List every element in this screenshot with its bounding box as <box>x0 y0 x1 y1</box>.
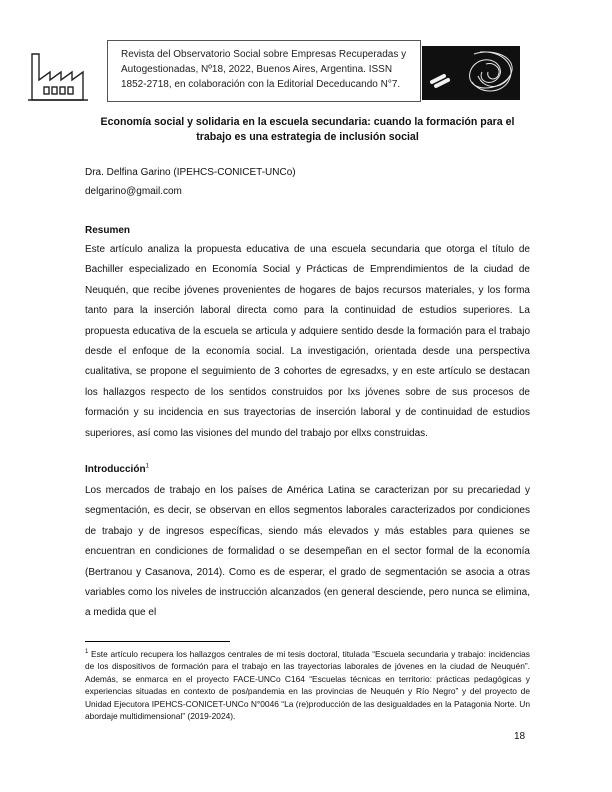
footnote-marker: 1 <box>85 649 89 656</box>
page-number: 18 <box>514 731 526 742</box>
abstract-body: Este artículo analiza la propuesta educativa de una escuela secundaria que otorga el título de Bachiller especializado en Economía Social y Prácticas de Emprendimientos de la ciudad de Neuquén, que recibe jóvenes provenientes de hogares de bajos recursos materiales, y los forma tanto para la inserción laboral directa como para la continuidad de estudios superiores. La propuesta educativa de la escuela se articula y adquiere sentido desde la formación para el trabajo desde el enfoque de la economía social. La investigación, orientada desde una perspectiva cualitativa, se propone el seguimiento de 3 cohortes de egresadxs, y en este artículo se destacan los hallazgos respecto de los sentidos construidos por lxs jóvenes sobre de sus procesos de formación y su incidencia en sus trayectorias de inserción laboral y de continuidad de estudios superiores, así como las visiones del mundo del trabajo por ellxs construidas. <box>85 244 530 439</box>
author-email: delgarino@gmail.com <box>85 186 182 197</box>
introduction-heading <box>85 463 149 477</box>
footnote <box>85 648 530 722</box>
footnote-divider <box>85 641 230 642</box>
footnote-reference: 1 <box>145 463 149 470</box>
factory-logo-icon <box>26 50 92 102</box>
editorial-logo-icon <box>422 46 520 100</box>
footnote-text: Este artículo recupera los hallazgos centrales de mi tesis doctoral, titulada “Escuela secundaria y trabajo: incidencias de los dispositivos de formación para el trabajo en las trayectorias laborales de jóvenes en la ciudad de Neuquén”. Además, se enmarca en el proyecto FACE-UNCo C164 “Escuelas técnicas en territorio: prácticas pedagógicas y experiencias situadas en contexto de pos/pandemia en las provincias de Neuquén y Río Negro” y del proyecto de Unidad Ejecutora IPEHCS-CONICET-UNCo N°0046 “La (re)producción de las desigualdades en la Patagonia Norte. Un abordaje multidimensional” (2019-2024). <box>85 649 530 722</box>
journal-citation: Revista del Observatorio Social sobre Empresas Recuperadas y Autogestionadas, Nº18, 2022, Buenos Aires, Argentina. ISSN 1852-2718, en colaboración con la Editorial Deceducando N°7. <box>121 49 407 90</box>
introduction-body: Los mercados de trabajo en los países de América Latina se caracterizan por su precariedad y segmentación, es decir, se observan en ellos segmentos laborales caracterizados por condiciones de trabajo y de ingresos específicas, siendo más elevados y más estables para quienes se encuentran en condiciones de formalidad o se desempeñan en el sector formal de la economía (Bertranou y Casanova, 2014). Como es de esperar, el grado de segmentación se asocia a otras variables como los niveles de instrucción alcanzados (en general desciende, pero nunca se elimina, a medida que el <box>85 485 530 619</box>
introduction-heading-text: Introducción <box>85 464 146 475</box>
author-line: Dra. Delfina Garino (IPEHCS-CONICET-UNCo) <box>85 167 296 178</box>
abstract-heading: Resumen <box>85 225 131 236</box>
article-title: Economía social y solidaria en la escuela secundaria: cuando la formación para el trabajo es una estrategia de inclusión social <box>100 116 515 143</box>
journal-header-box <box>107 40 421 102</box>
